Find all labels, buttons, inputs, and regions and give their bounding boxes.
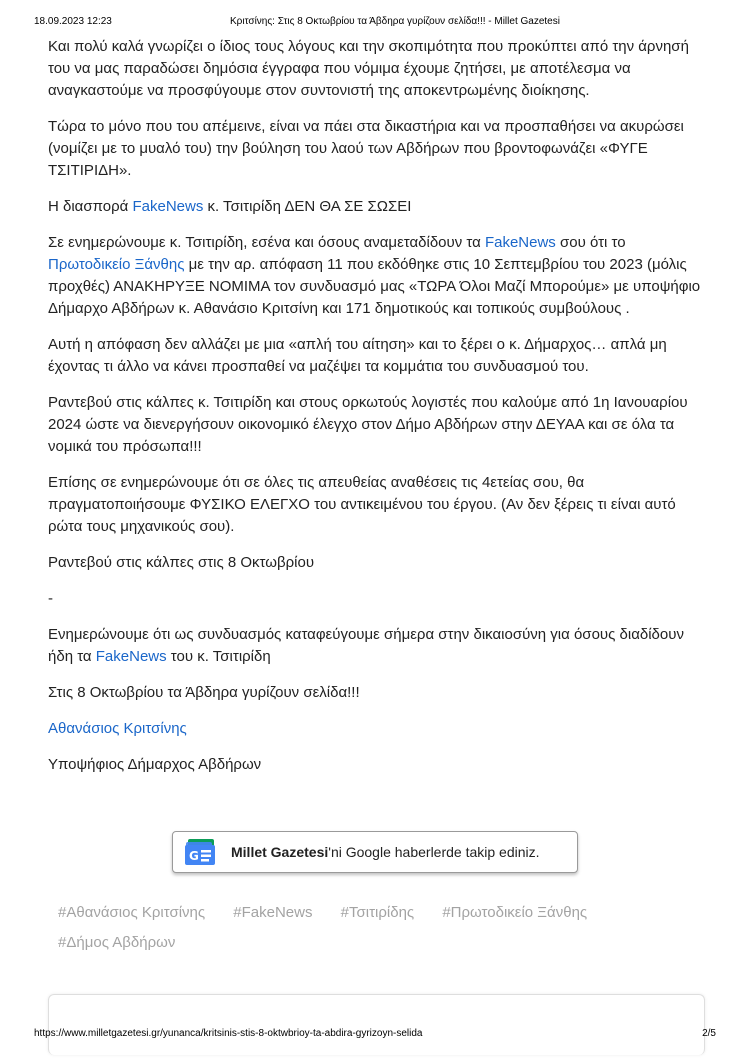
print-footer bbox=[34, 1028, 716, 1042]
paragraph-8: Ραντεβού στις κάλπες στις 8 Οκτωβρίου bbox=[48, 554, 315, 571]
author-link[interactable]: Αθανάσιος Κριτσίνης bbox=[48, 720, 187, 737]
print-title: Κριτσίνης: Στις 8 Οκτωβρίου τα Άβδηρα γυρίζουν σελίδα!!! - Millet Gazetesi bbox=[230, 16, 560, 27]
paragraph-7: Επίσης σε ενημερώνουμε ότι σε όλες τις απευθείας αναθέσεις τις 4ετείας σου, θα πραγματοποιήσουμε ΦΥΣΙΚΟ ΕΛΕΓΧΟ του αντικειμένου του έργου. (Αν δεν ξέρεις τι είναι αυτό ρώτα τους μηχανικούς σου). bbox=[48, 474, 676, 535]
brand-name: Millet Gazetesi bbox=[231, 844, 329, 860]
follow-text bbox=[231, 844, 540, 860]
follow-message: 'ni Google haberlerde takip ediniz. bbox=[328, 844, 540, 860]
print-date: 18.09.2023 12:23 bbox=[34, 16, 112, 27]
tag-item[interactable]: #Πρωτοδικείο Ξάνθης bbox=[442, 904, 588, 921]
fakenews-link[interactable]: FakeNews bbox=[484, 234, 556, 251]
paragraph-1: Και πολύ καλά γνωρίζει ο ίδιος τους λόγους και την σκοπιμότητα που προκύπτει από την άρνησή του να μας παραδώσει δημόσια έγγραφα που νόμιμα έχουμε ζητήσει, με αποτέλεσμα να αναγκαστούμε να προσφύγουμε στον συντονιστή της αποκεντρωμένης διοίκησης. bbox=[48, 38, 689, 99]
paragraph-2: Τώρα το μόνο που του απέμεινε, είναι να πάει στα δικαστήρια και να προσπαθήσει να ακυρώσει (νομίζει με το μυαλό του) την βούληση του λαού των Αβδήρων που βροντοφωνάζει «ΦΥΓΕ ΤΣΙΤΙΡΙΔΗ». bbox=[48, 118, 684, 179]
court-link[interactable]: Πρωτοδικείο Ξάνθης bbox=[48, 256, 185, 273]
paragraph-11: Στις 8 Οκτωβρίου τα Άβδηρα γυρίζουν σελίδα!!! bbox=[48, 684, 360, 701]
paragraph-9: - bbox=[48, 590, 53, 607]
tag-list bbox=[58, 898, 658, 958]
google-news-follow-button[interactable] bbox=[172, 831, 578, 873]
text-span: Η διασπορά bbox=[48, 198, 133, 215]
text-span: με την αρ. απόφαση 11 που εκδόθηκε στις 10 Σεπτεμβρίου του 2023 (μόλις προχθές) ΑΝΑΚΗΡΥΞΕ ΝΟΜΙΜΑ τον συνδυασμό μας «ΤΩΡΑ Όλοι Μαζί Μπορούμε» με υποψήφιο Δήμαρχο Αβδήρων κ. Αθανάσιο Κριτσίνη και 171 δημοτικούς και τοπικούς συμβούλους . bbox=[48, 256, 701, 317]
fakenews-link[interactable]: FakeNews bbox=[95, 648, 167, 665]
tag-item[interactable]: #Δήμος Αβδήρων bbox=[58, 934, 176, 951]
text-span: Ενημερώνουμε ότι ως συνδυασμός καταφεύγουμε σήμερα στην δικαιοσύνη για όσους διαδίδουν ήδη τα bbox=[48, 626, 684, 665]
tag-item[interactable]: #Αθανάσιος Κριτσίνης bbox=[58, 904, 206, 921]
paragraph-10 bbox=[48, 624, 708, 668]
svg-text:G: G bbox=[189, 849, 199, 863]
article-body bbox=[48, 36, 708, 790]
text-span: του κ. Τσιτιρίδη bbox=[166, 648, 271, 665]
text-span: Σε ενημερώνουμε κ. Τσιτιρίδη, εσένα και όσους αναμεταδίδουν τα bbox=[48, 234, 485, 251]
tag-item[interactable]: #FakeNews bbox=[233, 904, 313, 921]
tag-item[interactable]: #Τσιτιρίδης bbox=[340, 904, 415, 921]
author-role: Υποψήφιος Δήμαρχος Αβδήρων bbox=[48, 756, 262, 773]
text-span: κ. Τσιτιρίδη ΔΕΝ ΘΑ ΣΕ ΣΩΣΕΙ bbox=[203, 198, 412, 215]
fakenews-link[interactable]: FakeNews bbox=[132, 198, 204, 215]
print-url: https://www.milletgazetesi.gr/yunanca/kritsinis-stis-8-oktwbrioy-ta-abdira-gyrizoyn-selida bbox=[34, 1028, 423, 1039]
comment-box bbox=[48, 994, 705, 1055]
paragraph-12 bbox=[48, 718, 708, 740]
paragraph-5: Αυτή η απόφαση δεν αλλάζει με μια «απλή του αίτηση» και το ξέρει ο κ. Δήμαρχος… απλά μη έχοντας τι άλλο να κάνει προσπαθεί να μαζέψει τα κομμάτια του συνδυασμού του. bbox=[48, 336, 667, 375]
page-number: 2/5 bbox=[702, 1028, 716, 1039]
print-header bbox=[34, 16, 716, 30]
google-news-icon bbox=[185, 839, 217, 865]
paragraph-3 bbox=[48, 196, 708, 218]
paragraph-4 bbox=[48, 232, 708, 320]
paragraph-6: Ραντεβού στις κάλπες κ. Τσιτιρίδη και στους ορκωτούς λογιστές που καλούμε από 1η Ιανουαρίου 2024 ώστε να διενεργήσουν οικονομικό έλεγχο στον Δήμο Αβδήρων στην ΔΕΥΑΑ και σε όλα τα νομικά του πρόσωπα!!! bbox=[48, 394, 688, 455]
text-span: σου ότι το bbox=[555, 234, 626, 251]
